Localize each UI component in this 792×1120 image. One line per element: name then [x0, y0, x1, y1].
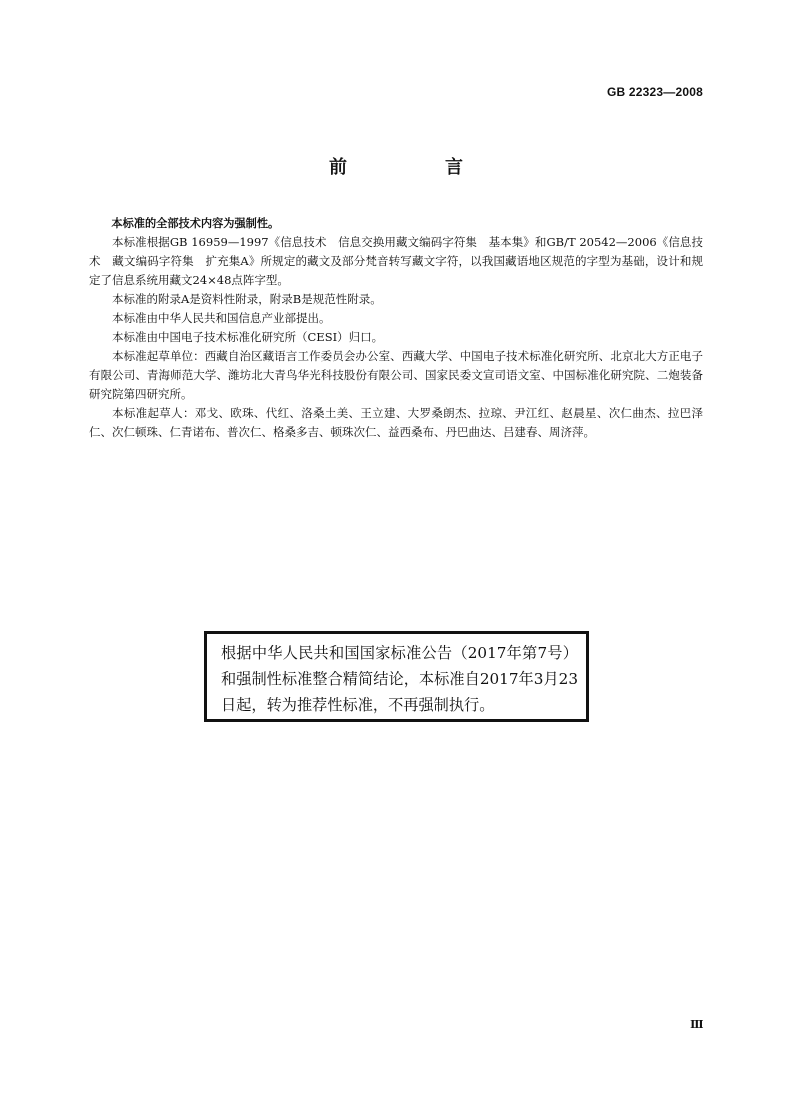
page-title: 前 言: [329, 157, 503, 178]
mandatory-statement: 本标准的全部技术内容为强制性。: [111, 217, 280, 230]
foreword-body: [89, 214, 703, 442]
notice-box: 根据中华人民共和国国家标准公告（2017年第7号）和强制性标准整合精简结论，本标准自2017年3月23日起，转为推荐性标准，不再强制执行。: [204, 631, 589, 722]
drafting-units-paragraph: 本标准起草单位：西藏自治区藏语言工作委员会办公室、西藏大学、中国电子技术标准化研究所、北京北大方正电子有限公司、青海师范大学、潍坊北大青鸟华光科技股份有限公司、国家民委文宣司语文室、中国标准化研究院、二炮装备研究院第四研究所。: [89, 349, 703, 401]
proposer-paragraph: 本标准由中华人民共和国信息产业部提出。: [112, 311, 331, 325]
centralized-paragraph: 本标准由中国电子技术标准化研究所（CESI）归口。: [112, 330, 384, 344]
drafters-paragraph: 本标准起草人：邓戈、欧珠、代红、洛桑土美、王立建、大罗桑朗杰、拉琼、尹江红、赵晨星、次仁曲杰、拉巴泽仁、次仁顿珠、仁青诺布、普次仁、格桑多吉、顿珠次仁、益西桑布、丹巴曲达、吕建春、周济萍。: [89, 406, 703, 439]
appendix-paragraph: 本标准的附录A是资料性附录，附录B是规范性附录。: [112, 292, 382, 306]
standard-number: GB 22323—2008: [607, 85, 703, 99]
page-number: Ⅲ: [690, 1019, 703, 1031]
basis-paragraph: 本标准根据GB 16959—1997《信息技术 信息交换用藏文编码字符集 基本集》和GB/T 20542—2006《信息技术 藏文编码字符集 扩充集A》所规定的藏文及部分梵音转写藏文字符，以我国藏语地区规范的字型为基础，设计和规定了信息系统用藏文24×48点阵字型。: [89, 235, 703, 287]
